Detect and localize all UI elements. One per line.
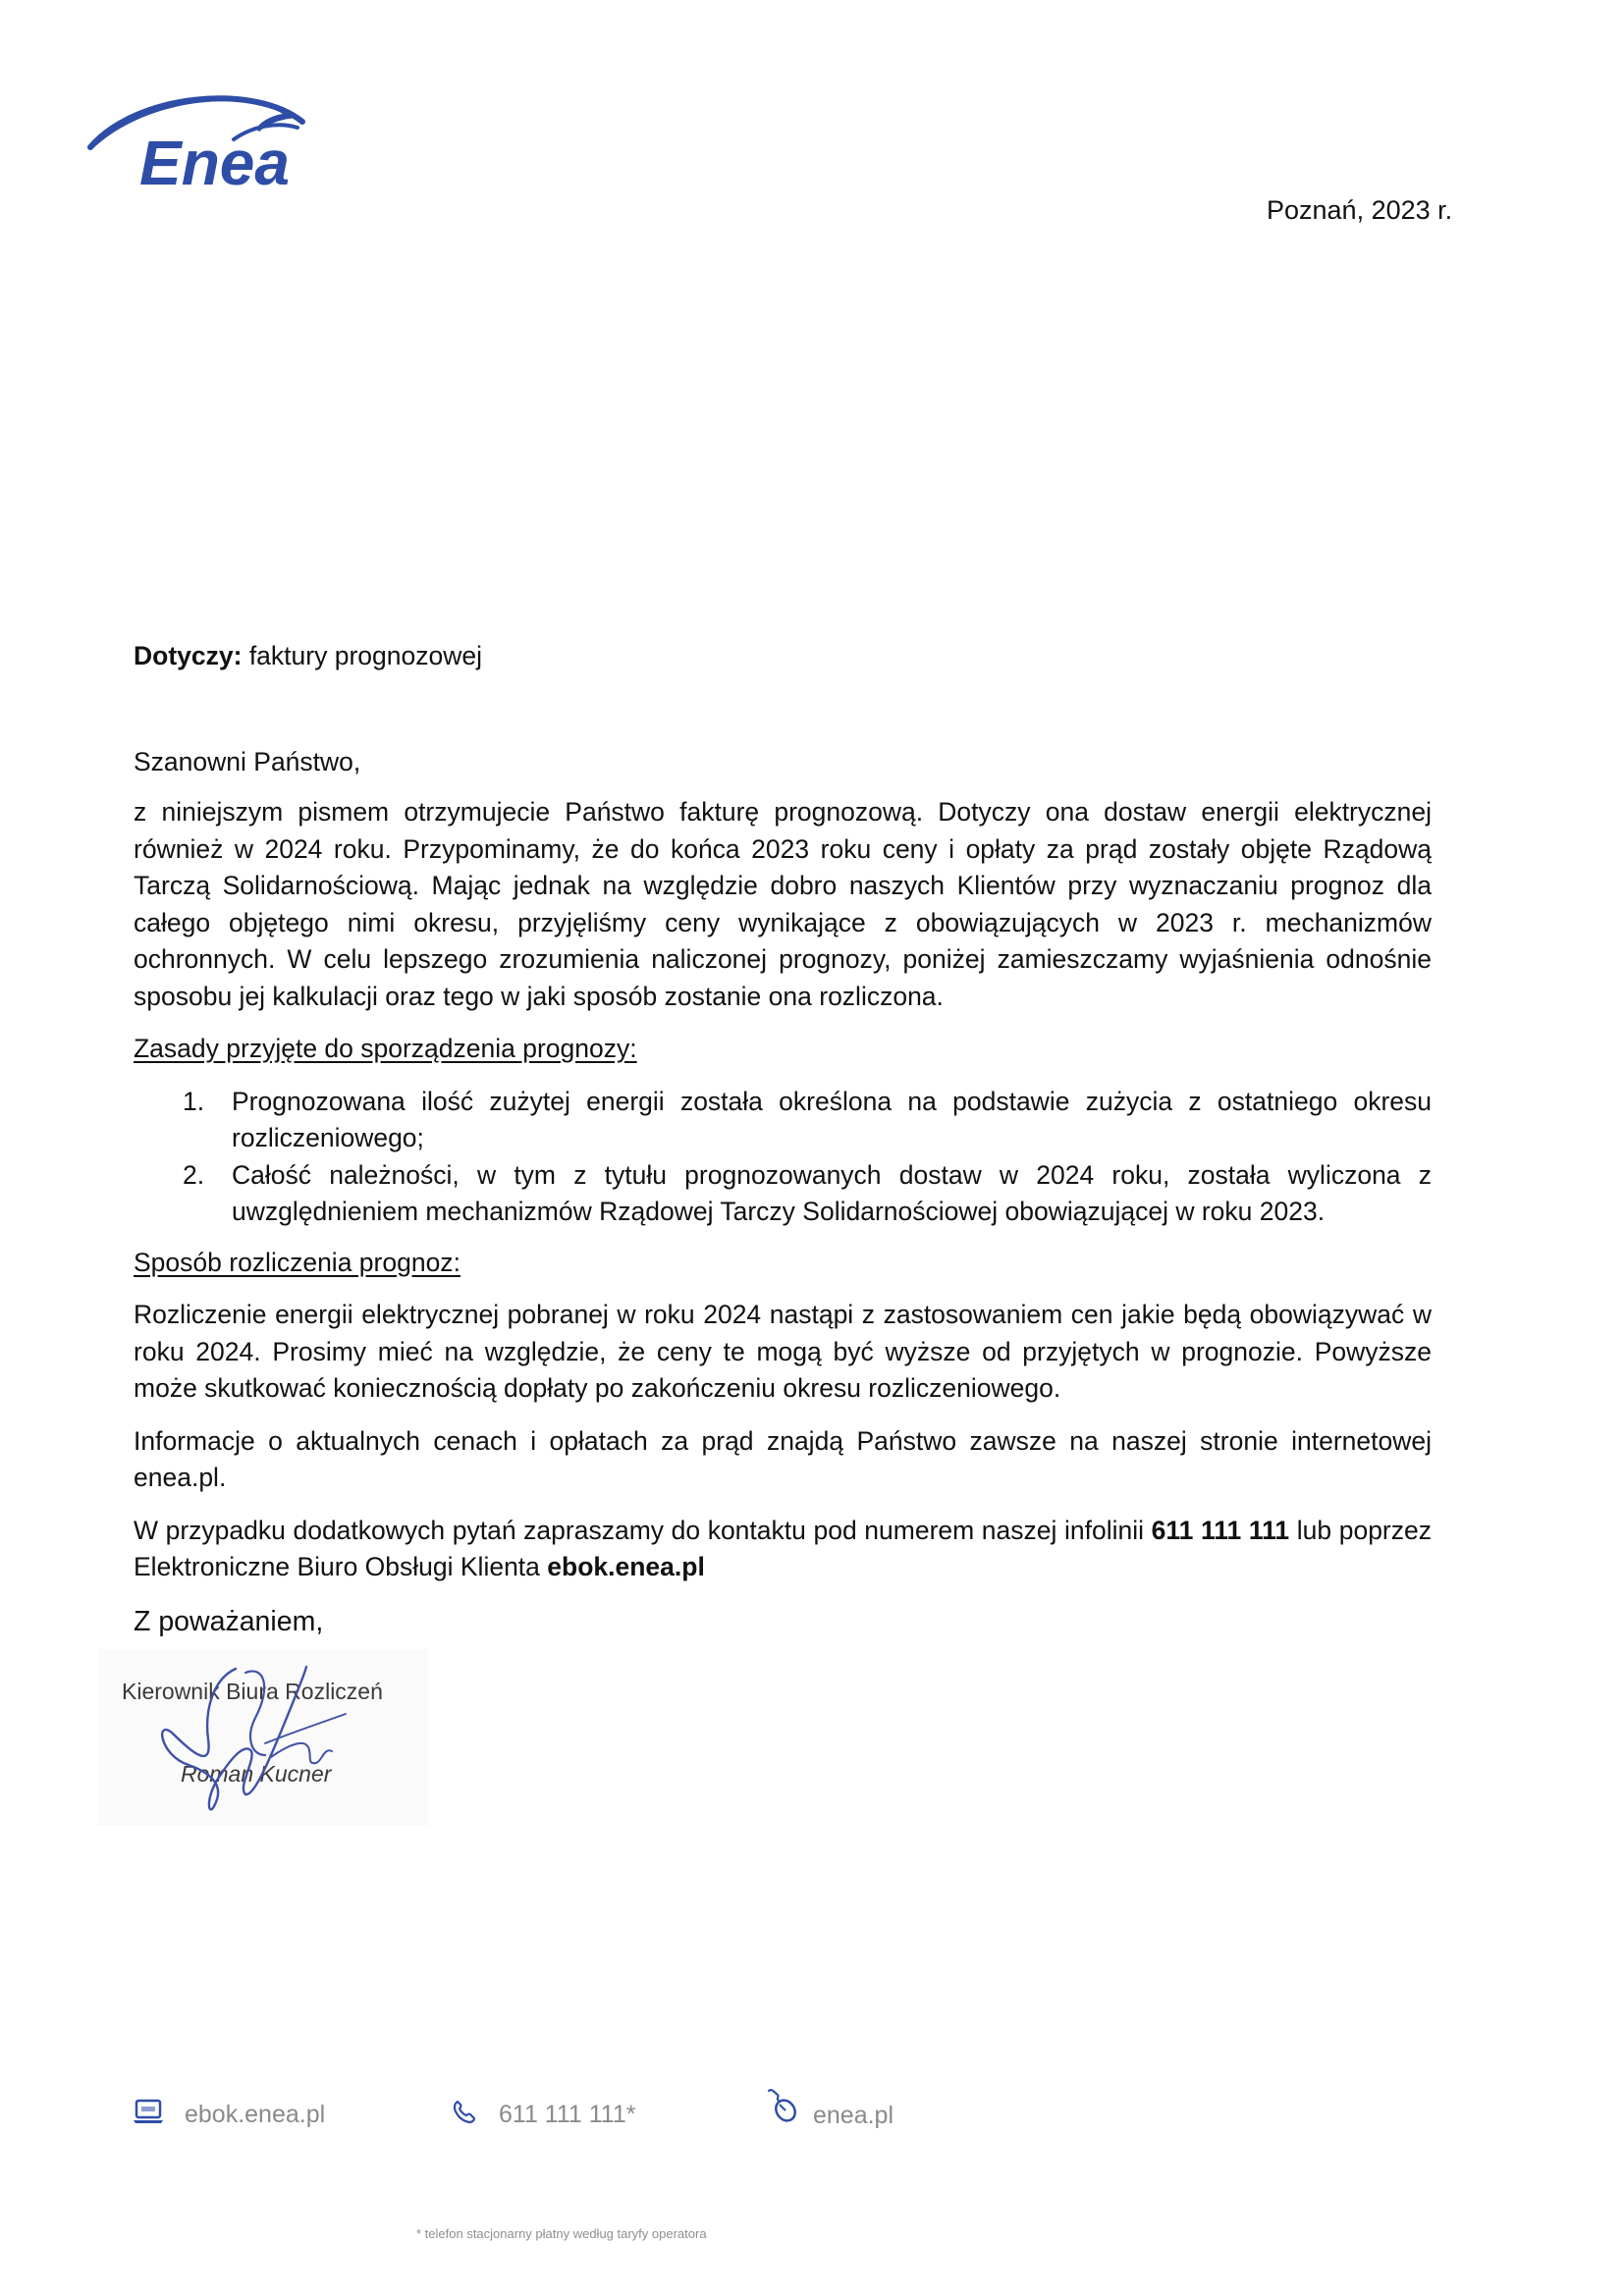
info-paragraph: Informacje o aktualnych cenach i opłatach za prąd znajdą Państwo zawsze na naszej stronie internetowej enea.pl. [134, 1425, 1432, 1492]
letter-body [134, 638, 1432, 1641]
subject-label: Dotyczy: [134, 641, 243, 670]
footer-ebok-label: ebok.enea.pl [185, 2101, 326, 2128]
ebok-link: ebok.enea.pl [547, 1552, 705, 1581]
list-item-text: Całość należności, w tym z tytułu prognozowanych dostaw w 2024 roku, została wyliczona z uwzględnieniem mechanizmów Rządowej Tarczy Solidarnościowej obowiązującej w roku 2023. [232, 1159, 1432, 1226]
handwritten-signature-icon [98, 1649, 428, 1826]
subject-value: faktury prognozowej [242, 641, 482, 670]
settlement-heading: Sposób rozliczenia prognoz: [134, 1247, 460, 1277]
rules-list-item [134, 1157, 1432, 1231]
phone-icon [452, 2099, 477, 2131]
contact-paragraph: W przypadku dodatkowych pytań zapraszamy do kontaktu pod numerem naszej infolinii 611 111 111 lub poprzez Elektroniczne Biuro Obsługi Klienta ebok.enea.pl [134, 1515, 1432, 1581]
footer-phone-label: 611 111 111* [499, 2101, 636, 2128]
enea-logo-mark-icon [86, 88, 361, 196]
enea-logo-wordmark: Enea [139, 128, 290, 196]
enea-logo [86, 88, 361, 196]
list-number: 1. [183, 1086, 205, 1116]
signature-stamp [98, 1649, 428, 1826]
footnote: * telefon stacjonarny płatny według taryfy operatora [416, 2226, 707, 2241]
list-number: 2. [183, 1159, 205, 1190]
footer-ebok-link[interactable] [134, 2099, 325, 2131]
signatory-name: Roman Kucner [181, 1761, 332, 1787]
closing: Z poważaniem, [134, 1605, 324, 1637]
footer-website-label: enea.pl [813, 2102, 894, 2129]
footer-phone-link[interactable] [452, 2099, 635, 2131]
settlement-heading-text: Sposób rozliczenia prognoz [134, 1247, 454, 1277]
rules-heading: Zasady przyjęte do sporządzenia prognozy: [134, 1034, 637, 1063]
mouse-icon [766, 2087, 799, 2133]
signatory-title: Kierownik Biura Rozliczeń [122, 1679, 383, 1704]
footer-contacts [0, 2099, 1624, 2138]
hotline-number: 611 111 111 [1151, 1515, 1290, 1545]
place-date: Poznań, 2023 r. [1267, 195, 1453, 225]
subject-line [134, 638, 1432, 675]
rules-heading-text: Zasady przyjęte do sporządzenia prognozy [134, 1034, 630, 1063]
list-item-text: Prognozowana ilość zużytej energii została określona na podstawie zużycia z ostatniego okresu rozliczeniowego; [232, 1086, 1432, 1152]
rules-list [134, 1084, 1432, 1231]
laptop-ebok-icon [134, 2099, 163, 2131]
greeting: Szanowni Państwo, [134, 746, 361, 776]
footer-website-link[interactable] [766, 2087, 893, 2133]
settlement-paragraph: Rozliczenie energii elektrycznej pobranej w roku 2024 nastąpi z zastosowaniem cen jakie będą obowiązywać w roku 2024. Prosimy mieć na względzie, że ceny te mogą być wyższe od przyjętych w prognozie. Powyższe może skutkować koniecznością dopłaty po zakończeniu okresu rozliczeniowego. [134, 1300, 1432, 1403]
intro-paragraph: z niniejszym pismem otrzymujecie Państwo fakturę prognozową. Dotyczy ona dostaw energii elektrycznej również w 2024 roku. Przypominamy, że do końca 2023 roku ceny i opłaty za prąd zostały objęte Rządową Tarczą Solidarnościową. Mając jednak na względzie dobro naszych Klientów przy wyznaczaniu prognoz dla całego objętego nimi okresu, przyjęliśmy ceny wynikające z obowiązujących w 2023 r. mechanizmów ochronnych. W celu lepszego zrozumienia naliczonej prognozy, poniżej zamieszczamy wyjaśnienia odnośnie sposobu jej kalkulacji oraz tego w jaki sposób zostanie ona rozliczona. [134, 797, 1432, 1011]
rules-list-item [134, 1084, 1432, 1157]
